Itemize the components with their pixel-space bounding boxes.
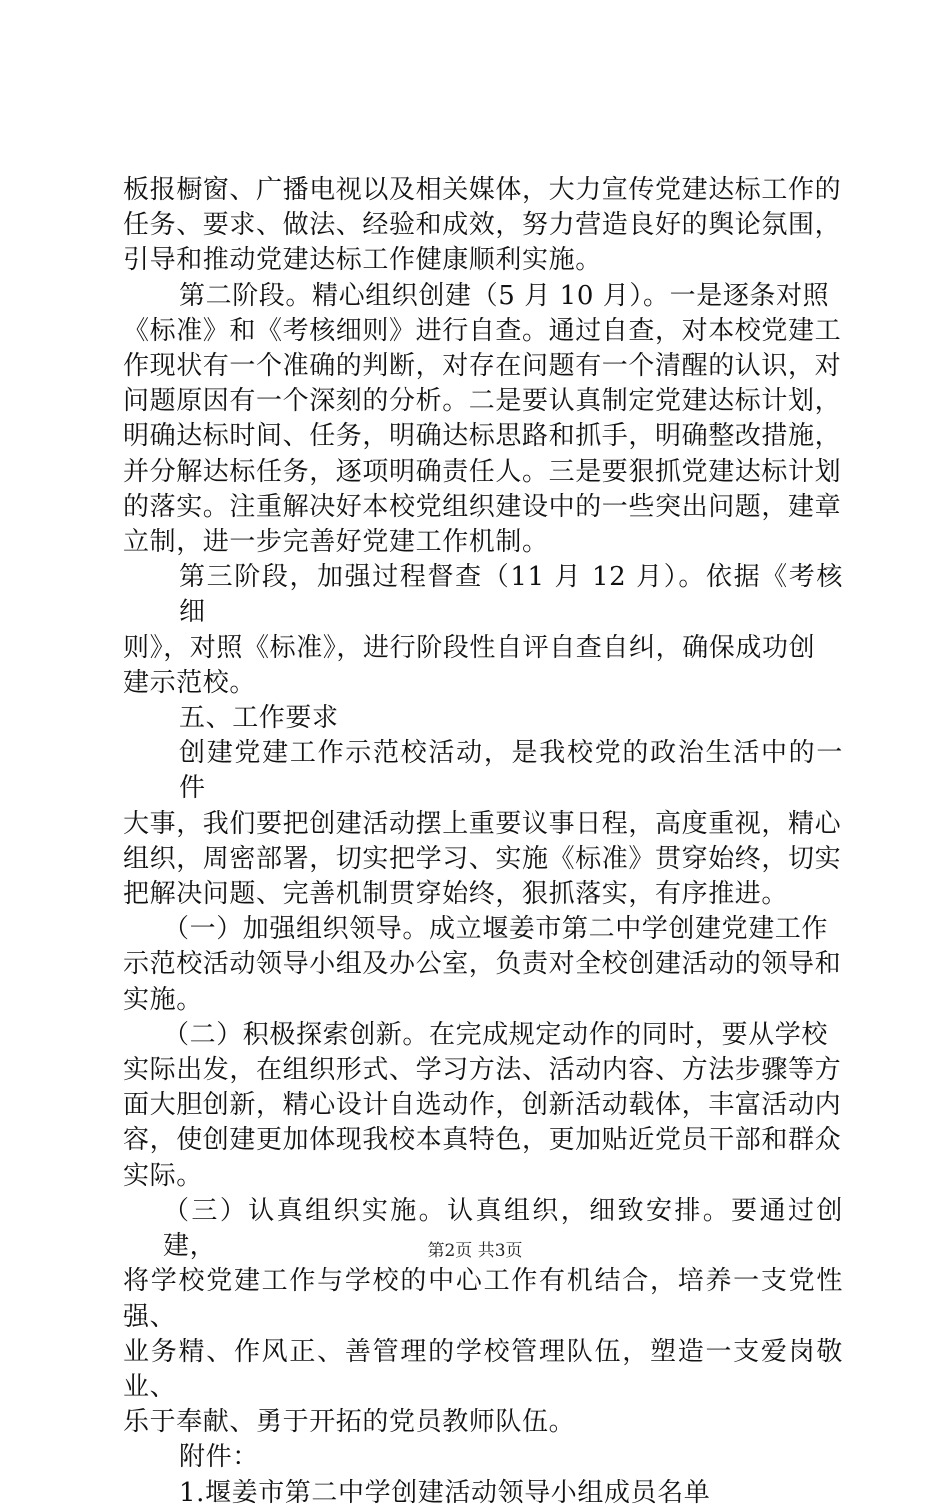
text-line: 板报橱窗、广播电视以及相关媒体，大力宣传党建达标工作的 [123,175,842,205]
text-line: 实施。 [123,984,203,1015]
paragraph-requirements-intro [123,736,843,912]
text-line: 附件： [179,1442,259,1473]
text-line: 将学校党建工作与学校的中心工作有机结合，培养一支党性强、 [123,1266,843,1332]
text-line: 示范校活动领导小组及办公室，负责对全校创建活动的领导和 [123,949,842,980]
text-line: 建示范校。 [123,667,257,698]
text-line: 容，使创建更加体现我校本真特色，更加贴近党员干部和群众 [123,1125,842,1156]
text-line: （三）认真组织实施。认真组织，细致安排。要通过创建， [163,1195,843,1262]
text-line: 的落实。注重解决好本校党组织建设中的一些突出问题，建章 [123,491,842,522]
text-line: 把解决问题、完善机制贯穿始终，狠抓落实，有序推进。 [123,879,789,910]
text-line: 创建党建工作示范校活动，是我校党的政治生活中的一件 [179,738,843,804]
text-line: 立制，进一步完善好党建工作机制。 [123,527,549,558]
attachment-label [123,1440,843,1475]
text-line: 组织，周密部署，切实把学习、实施《标准》贯穿始终，切实 [123,843,842,874]
text-line: 实际出发，在组织形式、学习方法、活动内容、方法步骤等方 [123,1055,842,1086]
text-line: （二）积极探索创新。在完成规定动作的同时，要从学校 [163,1019,829,1050]
paragraph-item-two [123,1018,843,1194]
text-line: 第二阶段。精心组织创建（5 月 10 月）。一是逐条对照 [179,280,830,311]
section-heading-work-requirements [123,701,843,736]
text-line: 并分解达标任务，逐项明确责任人。三是要狠抓党建达标计划 [123,456,842,487]
text-line: 实际。 [123,1160,203,1191]
text-line: 五、工作要求 [179,703,339,734]
paragraph-item-three [123,1194,843,1440]
text-line: 则》，对照《标准》，进行阶段性自评自查自纠，确保成功创 [123,632,816,663]
paragraph-stage-three [123,560,843,701]
text-line: 第三阶段，加强过程督查（11 月 12 月）。依据《考核细 [179,562,843,628]
text-line: 《标准》和《考核细则》进行自查。通过自查，对本校党建工 [123,315,842,346]
paragraph-stage-two [123,279,843,561]
text-line: 大事，我们要把创建活动摆上重要议事日程，高度重视，精心 [123,808,842,839]
paragraph-item-one [123,912,843,1018]
text-line: 引导和推动党建达标工作健康顺利实施。 [123,245,602,276]
text-line: （一）加强组织领导。成立堰姜市第二中学创建党建工作 [163,914,829,945]
paragraph-publicity [123,173,843,279]
text-line: 业务精、作风正、善管理的学校管理队伍，塑造一支爱岗敬业、 [123,1336,843,1402]
document-body [123,173,843,1511]
text-line: 乐于奉献、勇于开拓的党员教师队伍。 [123,1407,576,1438]
text-line: 明确达标时间、任务，明确达标思路和抓手，明确整改措施， [123,421,842,452]
text-line: 问题原因有一个深刻的分析。二是要认真制定党建达标计划， [123,386,842,417]
text-line: 作现状有一个准确的判断，对存在问题有一个清醒的认识，对 [123,351,842,382]
text-line: 任务、要求、做法、经验和成效，努力营造良好的舆论氛围， [123,210,842,241]
text-line: 面大胆创新，精心设计自选动作，创新活动载体，丰富活动内 [123,1090,842,1121]
text-line: 1.堰姜市第二中学创建活动领导小组成员名单 [179,1477,711,1508]
attachment-item-one [123,1476,843,1511]
page-number-footer: 第2页 共3页 [427,1241,523,1261]
